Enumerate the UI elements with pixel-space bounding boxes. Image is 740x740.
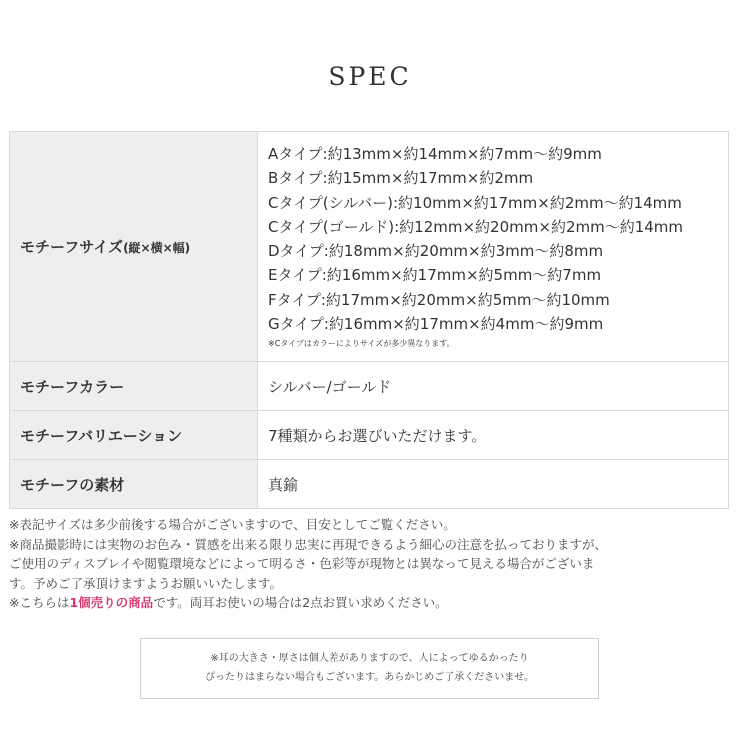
note-line: ※商品撮影時には実物のお色み・質感を出来る限り忠実に再現できるよう細心の注意を払っておりますが、 [9, 536, 607, 552]
spec-value-color: シルバー/ゴールド [258, 362, 729, 411]
size-line-d: Dタイプ:約18mm×約20mm×約3mm〜約8mm [268, 242, 604, 261]
notice-line: ※耳の大きさ・厚さは個人差がありますので、人によってゆるかったり [210, 653, 529, 664]
spec-key-label: モチーフサイズ [20, 238, 124, 257]
table-row [10, 411, 729, 460]
table-row [10, 460, 729, 509]
size-line-c-gold: Cタイプ(ゴールド):約12mm×約20mm×約2mm〜約14mm [268, 217, 684, 236]
size-line-e: Eタイプ:約16mm×約17mm×約5mm〜約7mm [268, 266, 602, 285]
size-line-a: Aタイプ:約13mm×約14mm×約7mm〜約9mm [268, 145, 602, 163]
size-line-g: Gタイプ:約16mm×約17mm×約4mm〜約9mm [268, 315, 604, 334]
spec-value-size [258, 132, 729, 362]
note-line: ご使用のディスプレイや閲覧環境などによって明るさ・色彩等が現物とは異なって見える場合がございま [9, 556, 595, 571]
size-line-f: Fタイプ:約17mm×約20mm×約5mm〜約10mm [268, 290, 610, 309]
note-prefix: ※こちらは [9, 595, 70, 610]
page-title: SPEC [328, 62, 412, 91]
size-line-c-silver: Cタイプ(シルバー):約10mm×約17mm×約2mm〜約14mm [268, 193, 682, 212]
size-line-b: Bタイプ:約15mm×約17mm×約2mm [268, 169, 534, 188]
note-line: す。予めご了承頂けますようお願いいたします。 [9, 575, 283, 591]
spec-key-color: モチーフカラー [10, 362, 258, 411]
note-line-single-item [9, 593, 734, 613]
spec-key-size [10, 132, 258, 362]
note-suffix: です。両耳お使いの場合は2点お買い求めください。 [153, 595, 448, 610]
notes-section [9, 515, 734, 613]
spec-value-material: 真鍮 [258, 460, 729, 509]
size-note: ※Cタイプはカラーによりサイズが多少異なります。 [268, 339, 455, 349]
table-row [10, 132, 729, 362]
spec-table [9, 131, 729, 509]
spec-key-variation: モチーフバリエーション [10, 411, 258, 460]
notice-line: ぴったりはまらない場合もございます。あらかじめご了承くださいませ。 [205, 672, 534, 683]
spec-key-material: モチーフの素材 [10, 460, 258, 509]
note-highlight: 1個売りの商品 [69, 595, 154, 610]
spec-key-sublabel: (縦×横×幅) [123, 241, 191, 256]
table-row [10, 362, 729, 411]
note-line: ※表記サイズは多少前後する場合がございますので、目安としてご覧ください。 [9, 517, 456, 532]
notice-box [140, 638, 599, 699]
spec-value-variation: 7種類からお選びいただけます。 [258, 411, 729, 460]
